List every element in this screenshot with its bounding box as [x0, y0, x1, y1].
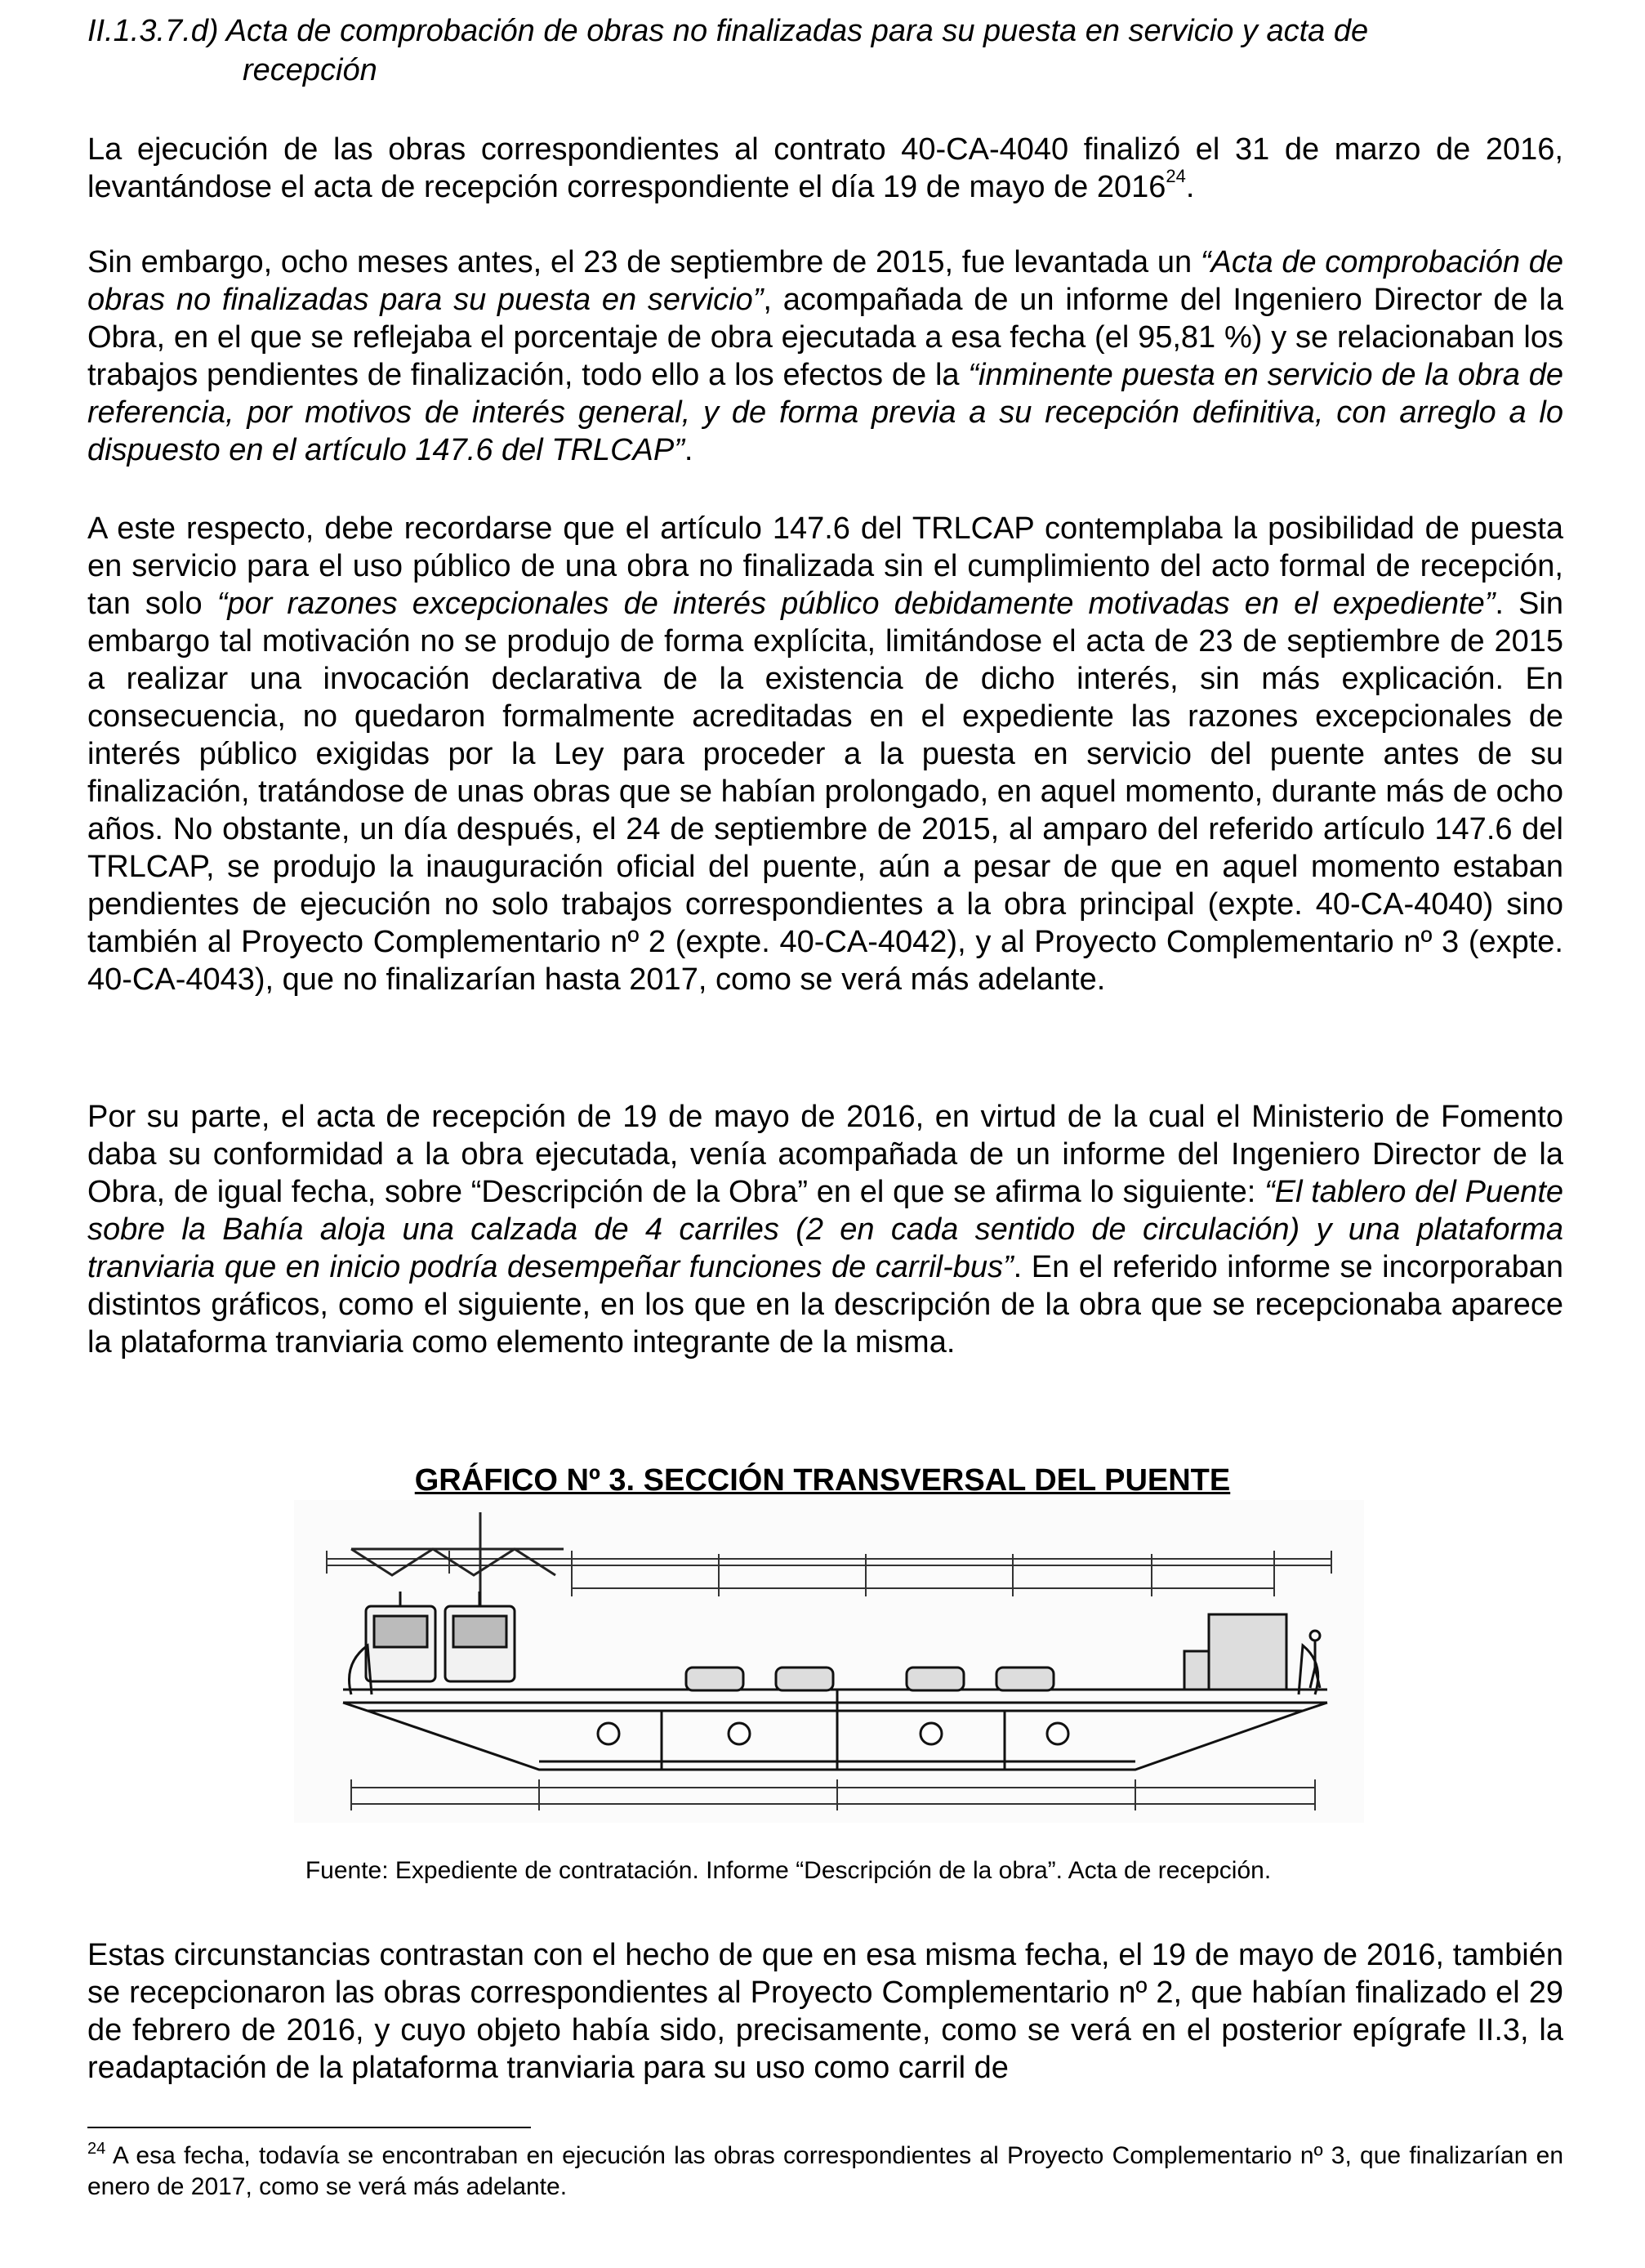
- paragraph-4: [87, 1098, 1563, 1361]
- paragraph-2-quote-1: “Acta de comprobación de obras no finalizadas para su puesta en servicio”: [87, 245, 1563, 317]
- paragraph-1-text: La ejecución de las obras correspondientes al contrato 40-CA-4040 finalizó el 31 de marzo de 2016, levantándose el acta de recepción correspondiente el día 19 de mayo de 2016: [87, 132, 1563, 204]
- heading-title-line2: recepción: [243, 53, 377, 87]
- paragraph-4-c: . En el referido informe se incorporaban distintos gráficos, como el siguiente, en los que en la descripción de la obra que se recepcionaba aparece la plataforma tranviaria como elemento integrante de la misma.: [87, 1250, 1564, 1359]
- paragraph-1: [87, 131, 1563, 206]
- paragraph-3-c: . Sin embargo tal motivación no se produjo de forma explícita, limitándose el acta de 23 de septiembre de 2015 a realizar una invocación declarativa de la existencia de dicho interés, sin más explicación. En consecuencia, no quedaron formalmente acreditadas en el expediente las razones excepcionales de interés público exigidas por la Ley para proceder a la puesta en servicio del puente antes de su finalización, tratándose de unas obras que se habían prolongado, en aquel momento, durante más de ocho años. No obstante, un día después, el 24 de septiembre de 2015, al amparo del referido artículo 147.6 del TRLCAP, se produjo la inauguración oficial del puente, aún a pesar de que en aquel momento estaban pendientes de ejecución no solo trabajos correspondientes a la obra principal (expte. 40-CA-4040) sino también al Proyecto Complementario nº 2 (expte. 40-CA-4042), y al Proyecto Complementario nº 3 (expte. 40-CA-4043), que no finalizarían hasta 2017, como se verá más adelante.: [87, 587, 1563, 997]
- paragraph-2-c: , acompañada de un informe del Ingeniero Director de la Obra, en el que se reflejaba el porcentaje de obra ejecutada a esa fecha (el 95,81 %) y se relacionaban los trabajos pendientes de finalización, todo ello a los efectos de la: [87, 283, 1564, 392]
- paragraph-2-a: Sin embargo, ocho meses antes, el 23 de septiembre de 2015, fue levantada un: [87, 245, 1201, 279]
- footnote-ref: 24: [1166, 166, 1186, 186]
- footnote-number: 24: [87, 2140, 106, 2158]
- paragraph-2: [87, 243, 1563, 469]
- paragraph-5: Estas circunstancias contrastan con el hecho de que en esa misma fecha, el 19 de mayo de 2016, también se recepcionaron las obras correspondientes al Proyecto Complementario nº 2, que habían finalizado el 29 de febrero de 2016, y cuyo objeto había sido, precisamente, como se verá en el posterior epígrafe II.3, la readaptación de la plataforma tranviaria para su uso como carril de: [87, 1938, 1563, 2085]
- paragraph-3-a: A este respecto, debe recordarse que el artículo 147.6 del TRLCAP contemplaba la posibilidad de puesta en servicio para el uso público de una obra no finalizada sin el cumplimiento del acto formal de recepción, tan solo: [87, 511, 1563, 621]
- heading-title-line1: Acta de comprobación de obras no finalizadas para su puesta en servicio y acta de: [225, 14, 1369, 48]
- heading-number: II.1.3.7.d): [87, 14, 219, 48]
- cross-section-svg: [294, 1500, 1364, 1823]
- paragraph-3: [87, 510, 1563, 998]
- paragraph-4-quote: “El tablero del Puente sobre la Bahía aloja una calzada de 4 carriles (2 en cada sentido de circulación) y una plataforma tranviaria que en inicio podría desempeñar funciones de carril-bus”: [87, 1175, 1564, 1284]
- footnote-separator: [87, 2127, 531, 2128]
- bridge-cross-section-drawing: [294, 1500, 1364, 1823]
- section-heading: [87, 11, 1563, 90]
- paragraph-4-a: Por su parte, el acta de recepción de 19 de mayo de 2016, en virtud de la cual el Ministerio de Fomento daba su conformidad a la obra ejecutada, venía acompañada de un informe del Ingeniero Director de la Obra, de igual fecha, sobre “Descripción de la Obra” en el que se afirma lo siguiente:: [87, 1100, 1563, 1209]
- paragraph-1-end: .: [1185, 170, 1195, 204]
- footnote: [87, 2141, 1563, 2203]
- paragraph-2-quote-2: “inminente puesta en servicio de la obra de referencia, por motivos de interés general, y de forma previa a su recepción definitiva, con arreglo a lo dispuesto en el artículo 147.6 del TRLCAP”: [87, 358, 1563, 467]
- paragraph-3-quote: “por razones excepcionales de interés público debidamente motivadas en el expediente”: [216, 587, 1496, 621]
- figure-title: GRÁFICO Nº 3. SECCIÓN TRANSVERSAL DEL PUENTE: [414, 1463, 1231, 1498]
- figure-caption: Fuente: Expediente de contratación. Informe “Descripción de la obra”. Acta de recepción.: [305, 1857, 1272, 1884]
- paragraph-2-e: .: [684, 433, 693, 467]
- footnote-text: A esa fecha, todavía se encontraban en ejecución las obras correspondientes al Proyecto Complementario nº 3, que finalizarían en enero de 2017, como se verá más adelante.: [87, 2142, 1563, 2200]
